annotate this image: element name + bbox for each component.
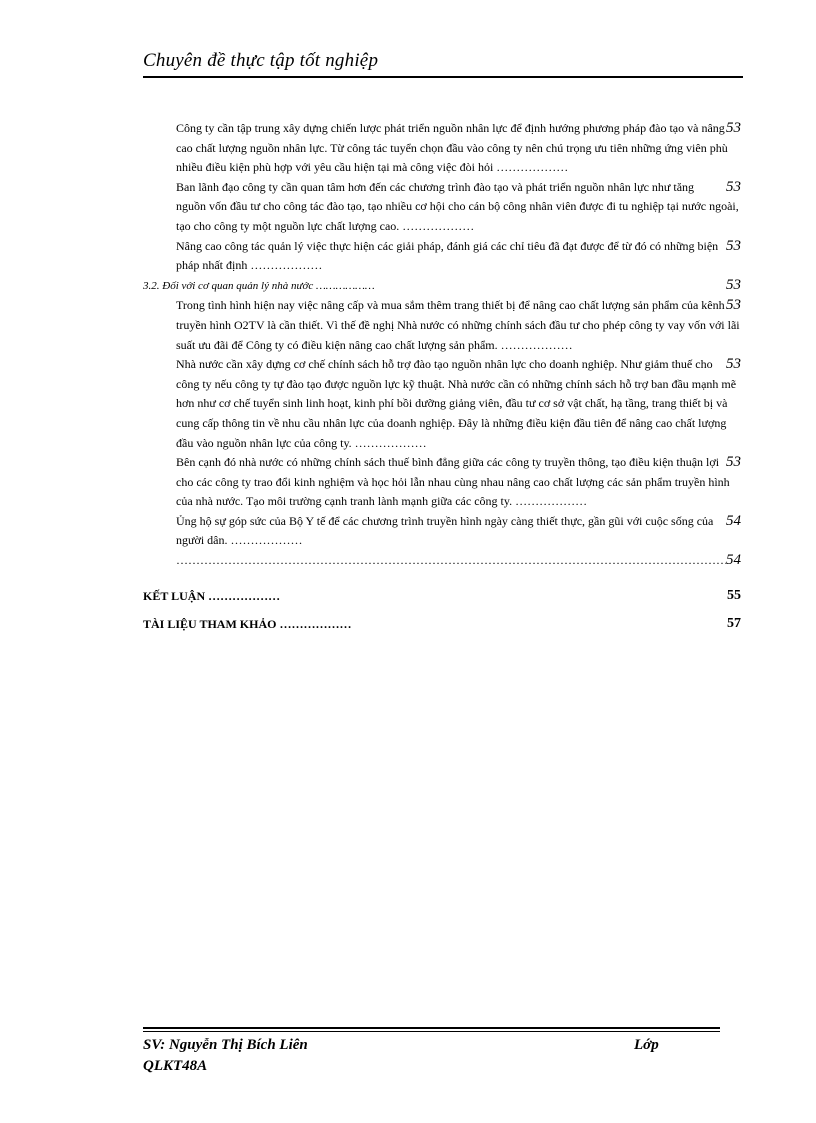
footer-rule-thin [143, 1031, 720, 1032]
toc-chapter-text: KẾT LUẬN ……………… [143, 588, 281, 603]
header-title: Chuyên đề thực tập tốt nghiệp [143, 50, 379, 71]
toc-page-number: 53 [726, 178, 741, 195]
toc-section-entry[interactable] [143, 276, 741, 297]
table-of-contents [143, 119, 741, 635]
toc-page-number: 53 [726, 454, 741, 471]
toc-chapter-entry[interactable] [143, 585, 741, 607]
toc-page-number: 57 [727, 615, 741, 631]
toc-entry-text: Ủng hộ sự góp sức của Bộ Y tế để các chương trình truyền hình ngày càng thiết thực, gần gũi với cuộc sống của người dân. ……………… [176, 513, 714, 548]
toc-entry[interactable] [176, 355, 741, 453]
student-name: SV: Nguyễn Thị Bích Liên [143, 1037, 308, 1053]
toc-page-number: 53 [726, 276, 741, 293]
toc-entry-text: Nhà nước cần xây dựng cơ chế chính sách hỗ trợ đào tạo nguồn nhân lực cho doanh nghiệp. Như giảm thuế cho công ty nếu công ty tự đào tạo được nguồn lực kỹ thuật. Nhà nước cần có những chính sách hỗ trợ ban đầu mạnh mẽ hơn như cơ chế tuyển sinh linh hoạt, kinh phí bồi dưỡng giảng viên, đầu tư cơ sở vật chất, hạ tầng, trang thiết bị và cung cấp thông tin về nhu cầu nhân lực của doanh nghiệp. Đây là những điều kiện đầu tiên để nâng cao chất lượng đầu vào nguồn nhân lực của công ty. ……………… [176, 357, 737, 450]
toc-page-number: 53 [726, 120, 741, 136]
toc-entry-text: Nâng cao công tác quản lý việc thực hiện các giải pháp, đánh giá các chỉ tiêu đã đạt được để từ đó có những biện pháp nhất định ……………… [176, 238, 719, 273]
header-rule [143, 76, 743, 78]
class-label: Lớp [634, 1037, 659, 1053]
toc-entry-text: Công ty cần tập trung xây dựng chiến lược phát triển nguồn nhân lực để định hướng phương pháp đào tạo và nâng cao chất lượng nguồn nhân lực. Từ công tác tuyển chọn đầu vào công ty nên chú trọng ưu tiên những ứng viên phù nhiều điều kiện phù hợp với yêu cầu hiện tại mà công việc đòi hỏi ……………… [176, 121, 728, 175]
toc-entry[interactable] [176, 296, 741, 355]
class-code: QLKT48A [143, 1058, 208, 1074]
toc-empty-entry[interactable] [176, 551, 741, 571]
toc-entry[interactable] [176, 453, 741, 512]
footer-rule [143, 1027, 720, 1029]
toc-page-number: 54 [726, 552, 741, 569]
toc-page-number: 53 [726, 297, 741, 314]
toc-entry-text: Bên cạnh đó nhà nước có những chính sách thuế bình đẳng giữa các công ty truyền thông, tạo điều kiện thuận lợi cho các công ty trao đổi kinh nghiệm và học hỏi lẫn nhau cùng nhau nâng cao chất lượng các sản phẩm truyền hình của nhà nước. Tạo môi trường cạnh tranh lành mạnh giữa các công ty. ……………… [176, 455, 730, 509]
toc-entry[interactable] [176, 512, 741, 551]
toc-section-text: 3.2. Đối với cơ quan quản lý nhà nước ……………… [143, 279, 375, 292]
toc-chapter-entry[interactable] [143, 613, 741, 635]
toc-page-number: 55 [727, 587, 741, 603]
toc-entry[interactable] [176, 237, 741, 276]
toc-page-number: 53 [726, 356, 741, 373]
toc-entry[interactable] [176, 119, 741, 178]
toc-dot-leader [176, 551, 726, 571]
toc-page-number: 53 [726, 237, 741, 254]
toc-entry[interactable] [176, 178, 741, 237]
toc-entry-text: Ban lãnh đạo công ty cần quan tâm hơn đến các chương trình đào tạo và phát triển nguồn nhân lực như tăng nguồn vốn đầu tư cho công tác đào tạo, tạo nhiều cơ hội cho cán bộ công nhân viên được đi tu nghiệp tại nước ngoài, tạo cho công ty một nguồn lực chất lượng cao. ……………… [176, 179, 739, 233]
page-header [143, 50, 743, 72]
toc-chapter-text: TÀI LIỆU THAM KHẢO ……………… [143, 616, 352, 631]
toc-page-number: 54 [726, 512, 741, 529]
toc-entry-text: Trong tình hình hiện nay việc nâng cấp và mua sắm thêm trang thiết bị để nâng cao chất lượng sản phẩm của kênh truyền hình O2TV là cần thiết. Vì thế đề nghị Nhà nước có những chính sách đầu tư cho phép công ty vay vốn với lãi suất ưu đãi để Công ty có điều kiện nâng cao chất lượng sản phẩm. ……………… [176, 298, 740, 352]
